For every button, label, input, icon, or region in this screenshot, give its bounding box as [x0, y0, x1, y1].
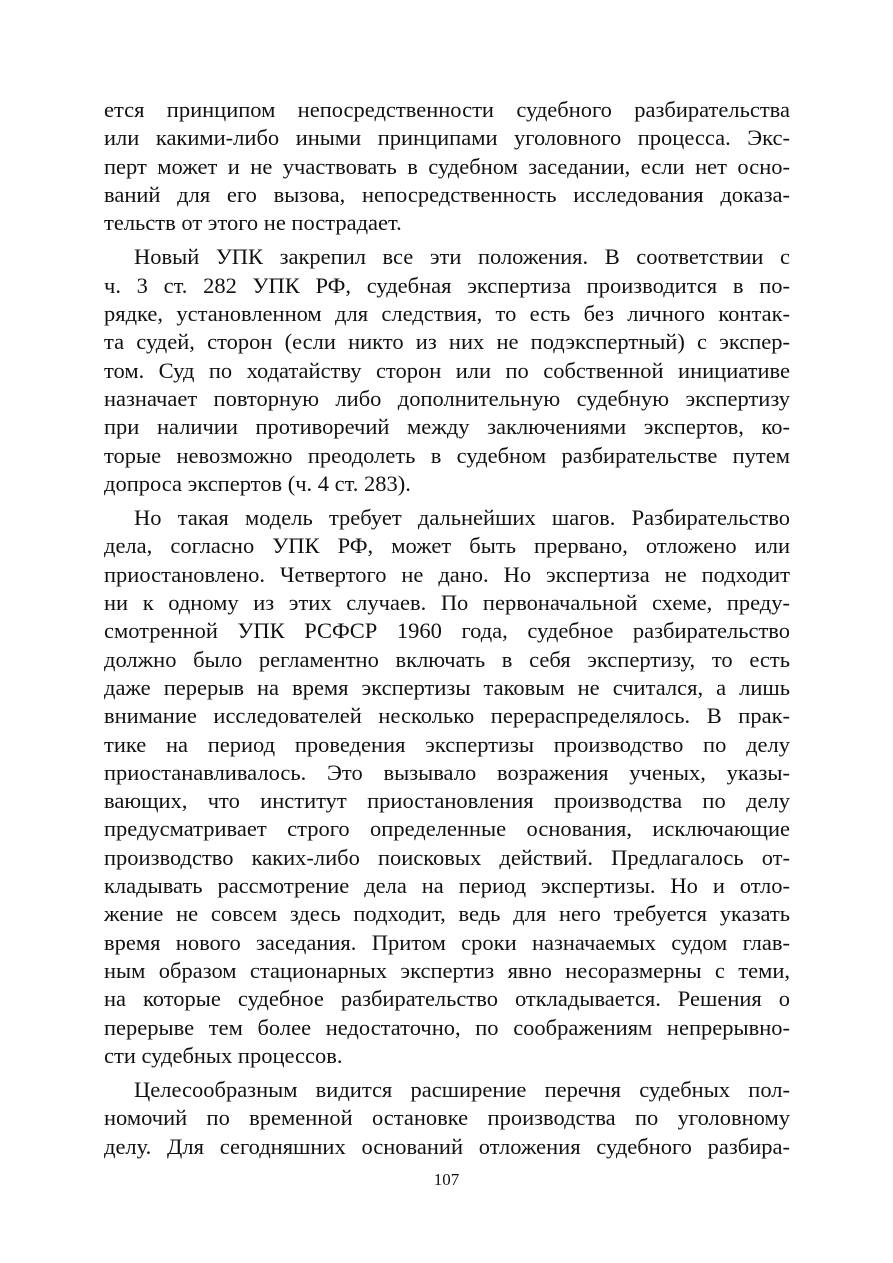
text-line: делу. Для сегодняшних оснований отложения судебного разбира-	[104, 1133, 790, 1159]
paragraph	[104, 504, 790, 1070]
text-line: на которые судебное разбирательство откладывается. Решения о	[104, 986, 790, 1012]
text-line: жение не совсем здесь подходит, ведь для него требуется указать	[104, 901, 790, 927]
text-line: кладывать рассмотрение дела на период экспертизы. Но и отло-	[104, 873, 790, 899]
text-line: вающих, что институт приостановления производства по делу	[104, 788, 790, 814]
text-line: Но такая модель требует дальнейших шагов. Разбирательство	[134, 505, 790, 531]
text-line: время нового заседания. Притом сроки назначаемых судом глав-	[104, 929, 790, 955]
page-body	[104, 96, 790, 1167]
text-line: приостанавливалось. Это вызывало возражения ученых, указы-	[104, 759, 790, 785]
paragraph	[104, 1076, 790, 1161]
text-line: допроса экспертов (ч. 4 ст. 283).	[104, 470, 411, 496]
text-line: внимание исследователей несколько перераспределялось. В прак-	[104, 703, 790, 729]
text-line: тельств от этого не пострадает.	[104, 210, 402, 236]
text-line: сти судебных процессов.	[104, 1042, 343, 1068]
text-line: Целесообразным видится расширение перечня судебных пол-	[134, 1077, 790, 1103]
text-line: приостановлено. Четвертого не дано. Но экспертиза не подходит	[104, 561, 790, 587]
text-line: дела, согласно УПК РФ, может быть прервано, отложено или	[104, 533, 790, 559]
text-line: ни к одному из этих случаев. По первоначальной схеме, преду-	[104, 590, 790, 616]
text-line: перт может и не участвовать в судебном заседании, если нет осно-	[104, 153, 790, 179]
text-line: смотренной УПК РСФСР 1960 года, судебное разбирательство	[104, 618, 790, 644]
text-line: должно было регламентно включать в себя экспертизу, то есть	[104, 646, 790, 672]
text-line: ваний для его вызова, непосредственность исследования доказа-	[104, 181, 790, 207]
text-line: та судей, сторон (если никто из них не подэкспертный) с экспер-	[104, 329, 790, 355]
text-line: ч. 3 ст. 282 УПК РФ, судебная экспертиза производится в по-	[104, 272, 790, 298]
text-line: торые невозможно преодолеть в судебном разбирательстве путем	[104, 442, 790, 468]
text-line: предусматривает строго определенные основания, исключающие	[104, 816, 790, 842]
paragraph	[104, 96, 790, 237]
text-line: или какими-либо иными принципами уголовного процесса. Экс-	[104, 125, 790, 151]
text-line: при наличии противоречий между заключениями экспертов, ко-	[104, 414, 790, 440]
text-line: Новый УПК закрепил все эти положения. В соответствии с	[134, 244, 790, 270]
page-number: 107	[433, 1170, 460, 1189]
text-line: перерыве тем более недостаточно, по соображениям непрерывно-	[104, 1014, 790, 1040]
text-line: том. Суд по ходатайству сторон или по собственной инициативе	[104, 357, 790, 383]
paragraph	[104, 243, 790, 498]
text-line: рядке, установленном для следствия, то есть без личного контак-	[104, 301, 790, 327]
text-line: даже перерыв на время экспертизы таковым не считался, а лишь	[104, 674, 790, 700]
text-line: тике на период проведения экспертизы производство по делу	[104, 731, 790, 757]
text-line: ным образом стационарных экспертиз явно несоразмерны с теми,	[104, 957, 790, 983]
text-line: производство каких-либо поисковых действий. Предлагалось от-	[104, 844, 790, 870]
text-line: назначает повторную либо дополнительную судебную экспертизу	[104, 385, 790, 411]
text-line: ется принципом непосредственности судебного разбирательства	[104, 97, 790, 122]
text-line: номочий по временной остановке производства по уголовному	[104, 1105, 790, 1131]
